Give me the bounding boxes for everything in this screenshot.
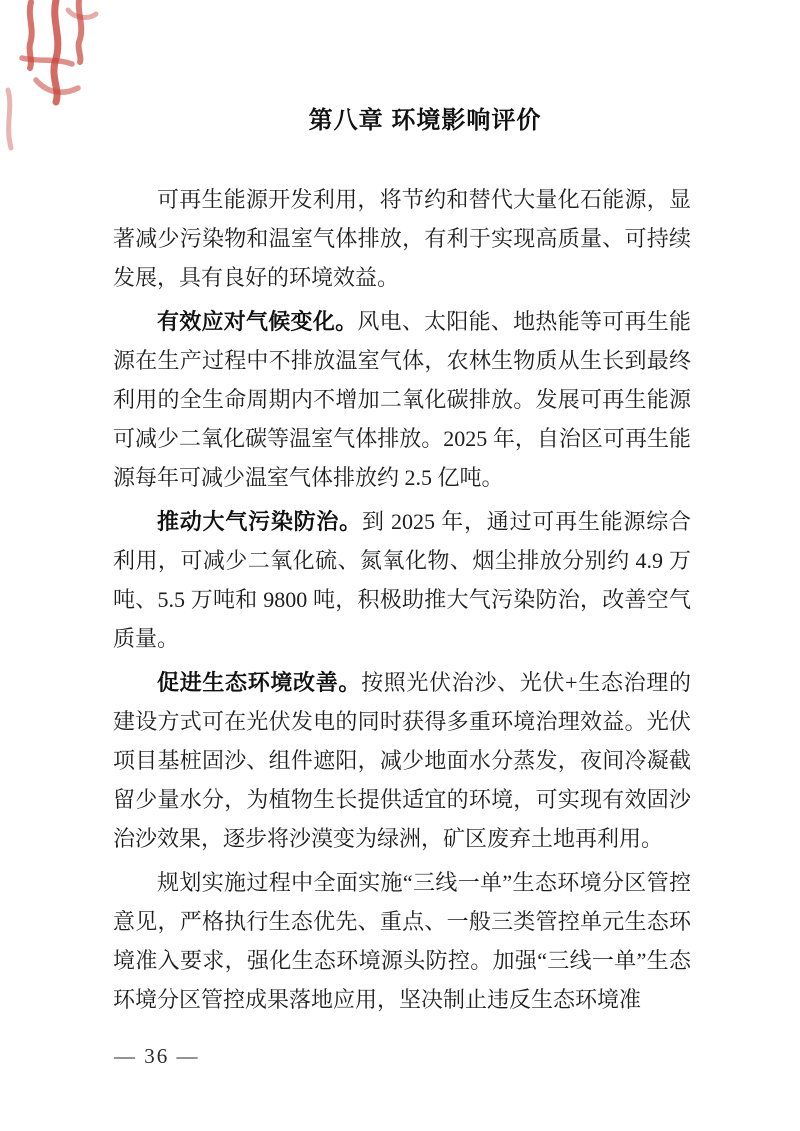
paragraph <box>113 302 691 497</box>
paragraph-text: 按照光伏治沙、光伏+生态治理的建设方式可在光伏发电的同时获得多重环境治理效益。光伏项目基桩固沙、组件遮阳，减少地面水分蒸发，夜间冷凝截留少量水分，为植物生长提供适宜的环境，可实现有效固沙治沙效果，逐步将沙漠变为绿洲，矿区废弃土地再利用。 <box>113 670 691 851</box>
paragraph-text: 到 2025 年，通过可再生能源综合利用，可减少二氧化硫、氮氧化物、烟尘排放分别约 4.9 万吨、5.5 万吨和 9800 吨，积极助推大气污染防治，改善空气质量。 <box>113 509 691 651</box>
paragraph <box>113 663 691 858</box>
text-block <box>113 0 691 1019</box>
paragraph <box>113 863 691 1019</box>
red-ink-stamp-fragment-icon <box>0 0 120 160</box>
paragraph-lead: 促进生态环境改善。 <box>157 670 362 695</box>
paragraph-text: 风电、太阳能、地热能等可再生能源在生产过程中不排放温室气体，农林生物质从生长到最终利用的全生命周期内不增加二氧化碳排放。发展可再生能源可减少二氧化碳等温室气体排放。2025 年，自治区可再生能源每年可减少温室气体排放约 2.5 亿吨。 <box>113 309 691 490</box>
paragraph <box>113 180 691 297</box>
paragraph <box>113 502 691 658</box>
paragraph-lead: 有效应对气候变化。 <box>157 309 358 334</box>
paragraph-text: 规划实施过程中全面实施“三线一单”生态环境分区管控意见，严格执行生态优先、重点、一般三类管控单元生态环境准入要求，强化生态环境源头防控。加强“三线一单”生态环境分区管控成果落地应用，坚决制止违反生态环境准 <box>113 870 691 1012</box>
page-number: — 36 — <box>114 1044 200 1068</box>
paragraph-lead: 推动大气污染防治。 <box>157 509 362 534</box>
chapter-body <box>113 180 691 1019</box>
chapter-title: 第八章 环境影响评价 <box>308 107 542 134</box>
paragraph-text: 可再生能源开发利用，将节约和替代大量化石能源，显著减少污染物和温室气体排放，有利于实现高质量、可持续发展，具有良好的环境效益。 <box>113 187 691 290</box>
